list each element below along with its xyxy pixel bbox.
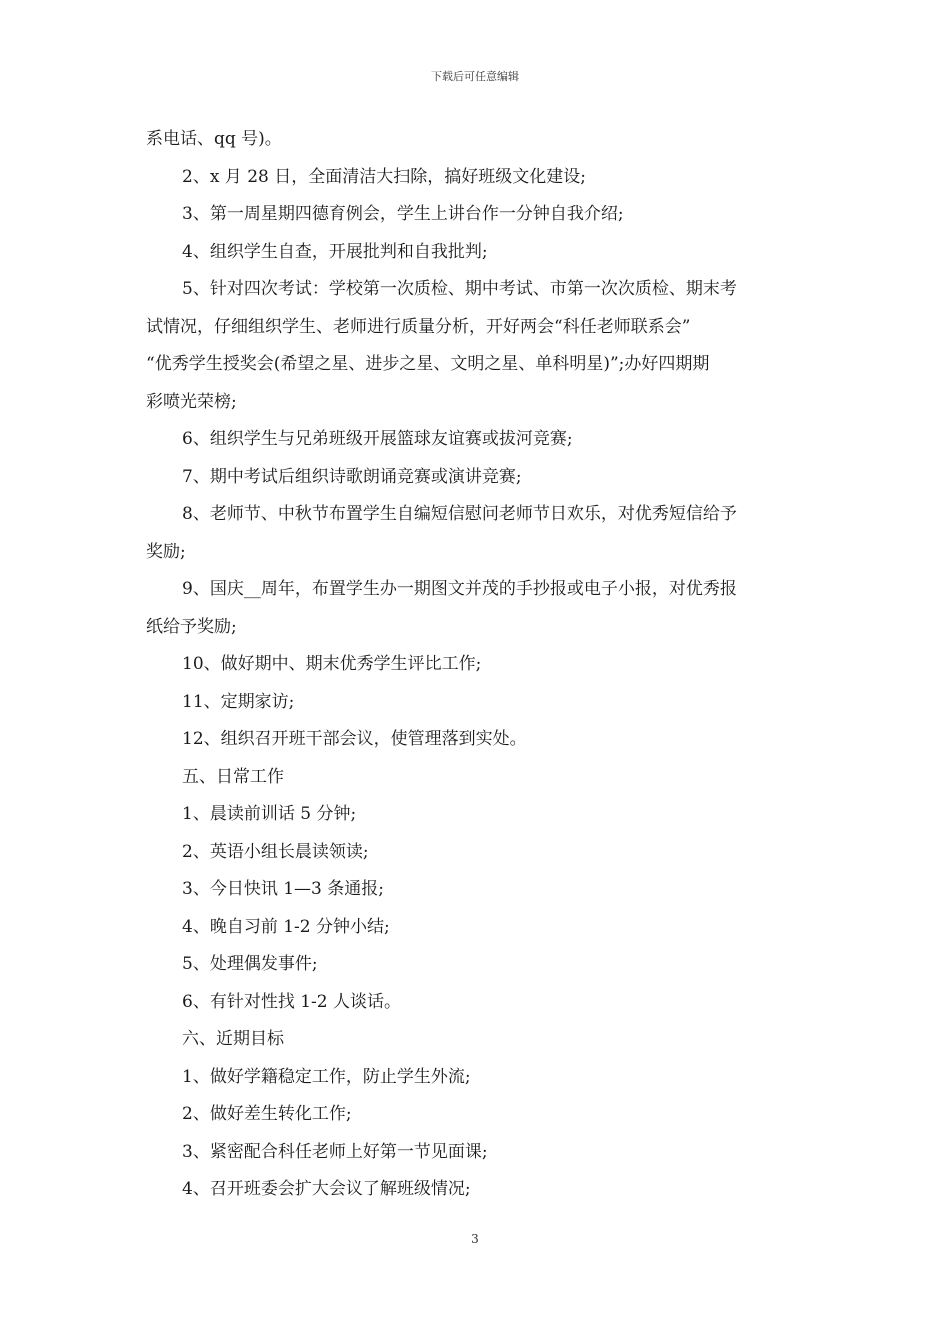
text-line: 8、老师节、中秋节布置学生自编短信慰问老师节日欢乐，对优秀短信给予 <box>182 504 737 524</box>
text-line: 1、做好学籍稳定工作，防止学生外流; <box>182 1066 471 1087</box>
text-line: 4、召开班委会扩大会议了解班级情况; <box>182 1179 471 1199</box>
text-line: 6、组织学生与兄弟班级开展篮球友谊赛或拔河竞赛; <box>182 429 573 449</box>
text-line: 6、有针对性找 1-2 人谈话。 <box>182 991 401 1012</box>
text-line: 4、晚自习前 1-2 分钟小结; <box>182 916 390 937</box>
text-line: 3、紧密配合科任老师上好第一节见面课; <box>182 1141 488 1162</box>
text-line: 彩喷光荣榜; <box>146 391 237 412</box>
text-line: 2、x 月 28 日，全面清洁大扫除，搞好班级文化建设; <box>182 166 586 187</box>
text-line: 2、做好差生转化工作; <box>182 1104 352 1124</box>
text-line: 3、今日快讯 1—3 条通报; <box>182 879 384 899</box>
text-line: 5、处理偶发事件; <box>182 954 318 974</box>
document-body <box>146 121 808 1209</box>
text-line: 奖励; <box>146 541 186 562</box>
text-line: 4、组织学生自查，开展批判和自我批判; <box>182 241 488 262</box>
text-line: 1、晨读前训话 5 分钟; <box>182 804 357 824</box>
text-line: 六、近期目标 <box>182 1029 284 1049</box>
text-line: 12、组织召开班干部会议，使管理落到实处。 <box>182 729 527 749</box>
text-line: 11、定期家访; <box>182 691 295 712</box>
text-line: 试情况，仔细组织学生、老师进行质量分析，开好两会“科任老师联系会” <box>146 316 691 337</box>
text-line: 2、英语小组长晨读领读; <box>182 841 369 862</box>
page-number: 3 <box>471 1232 479 1246</box>
text-line: 3、第一周星期四德育例会，学生上讲台作一分钟自我介绍; <box>182 204 624 224</box>
text-line: 纸给予奖励; <box>146 616 237 637</box>
text-line: 9、国庆__周年，布置学生办一期图文并茂的手抄报或电子小报，对优秀报 <box>182 579 737 599</box>
text-line: 5、针对四次考试：学校第一次质检、期中考试、市第一次次质检、期末考 <box>182 279 737 299</box>
text-line: 10、做好期中、期末优秀学生评比工作; <box>182 654 482 674</box>
page-header: 下载后可任意编辑 <box>431 70 519 83</box>
text-line: “优秀学生授奖会(希望之星、进步之星、文明之星、单科明星)”;办好四期期 <box>146 354 710 374</box>
text-line: 五、日常工作 <box>182 766 284 787</box>
text-line: 7、期中考试后组织诗歌朗诵竞赛或演讲竞赛; <box>182 466 522 487</box>
text-line: 系电话、qq 号)。 <box>146 129 282 149</box>
